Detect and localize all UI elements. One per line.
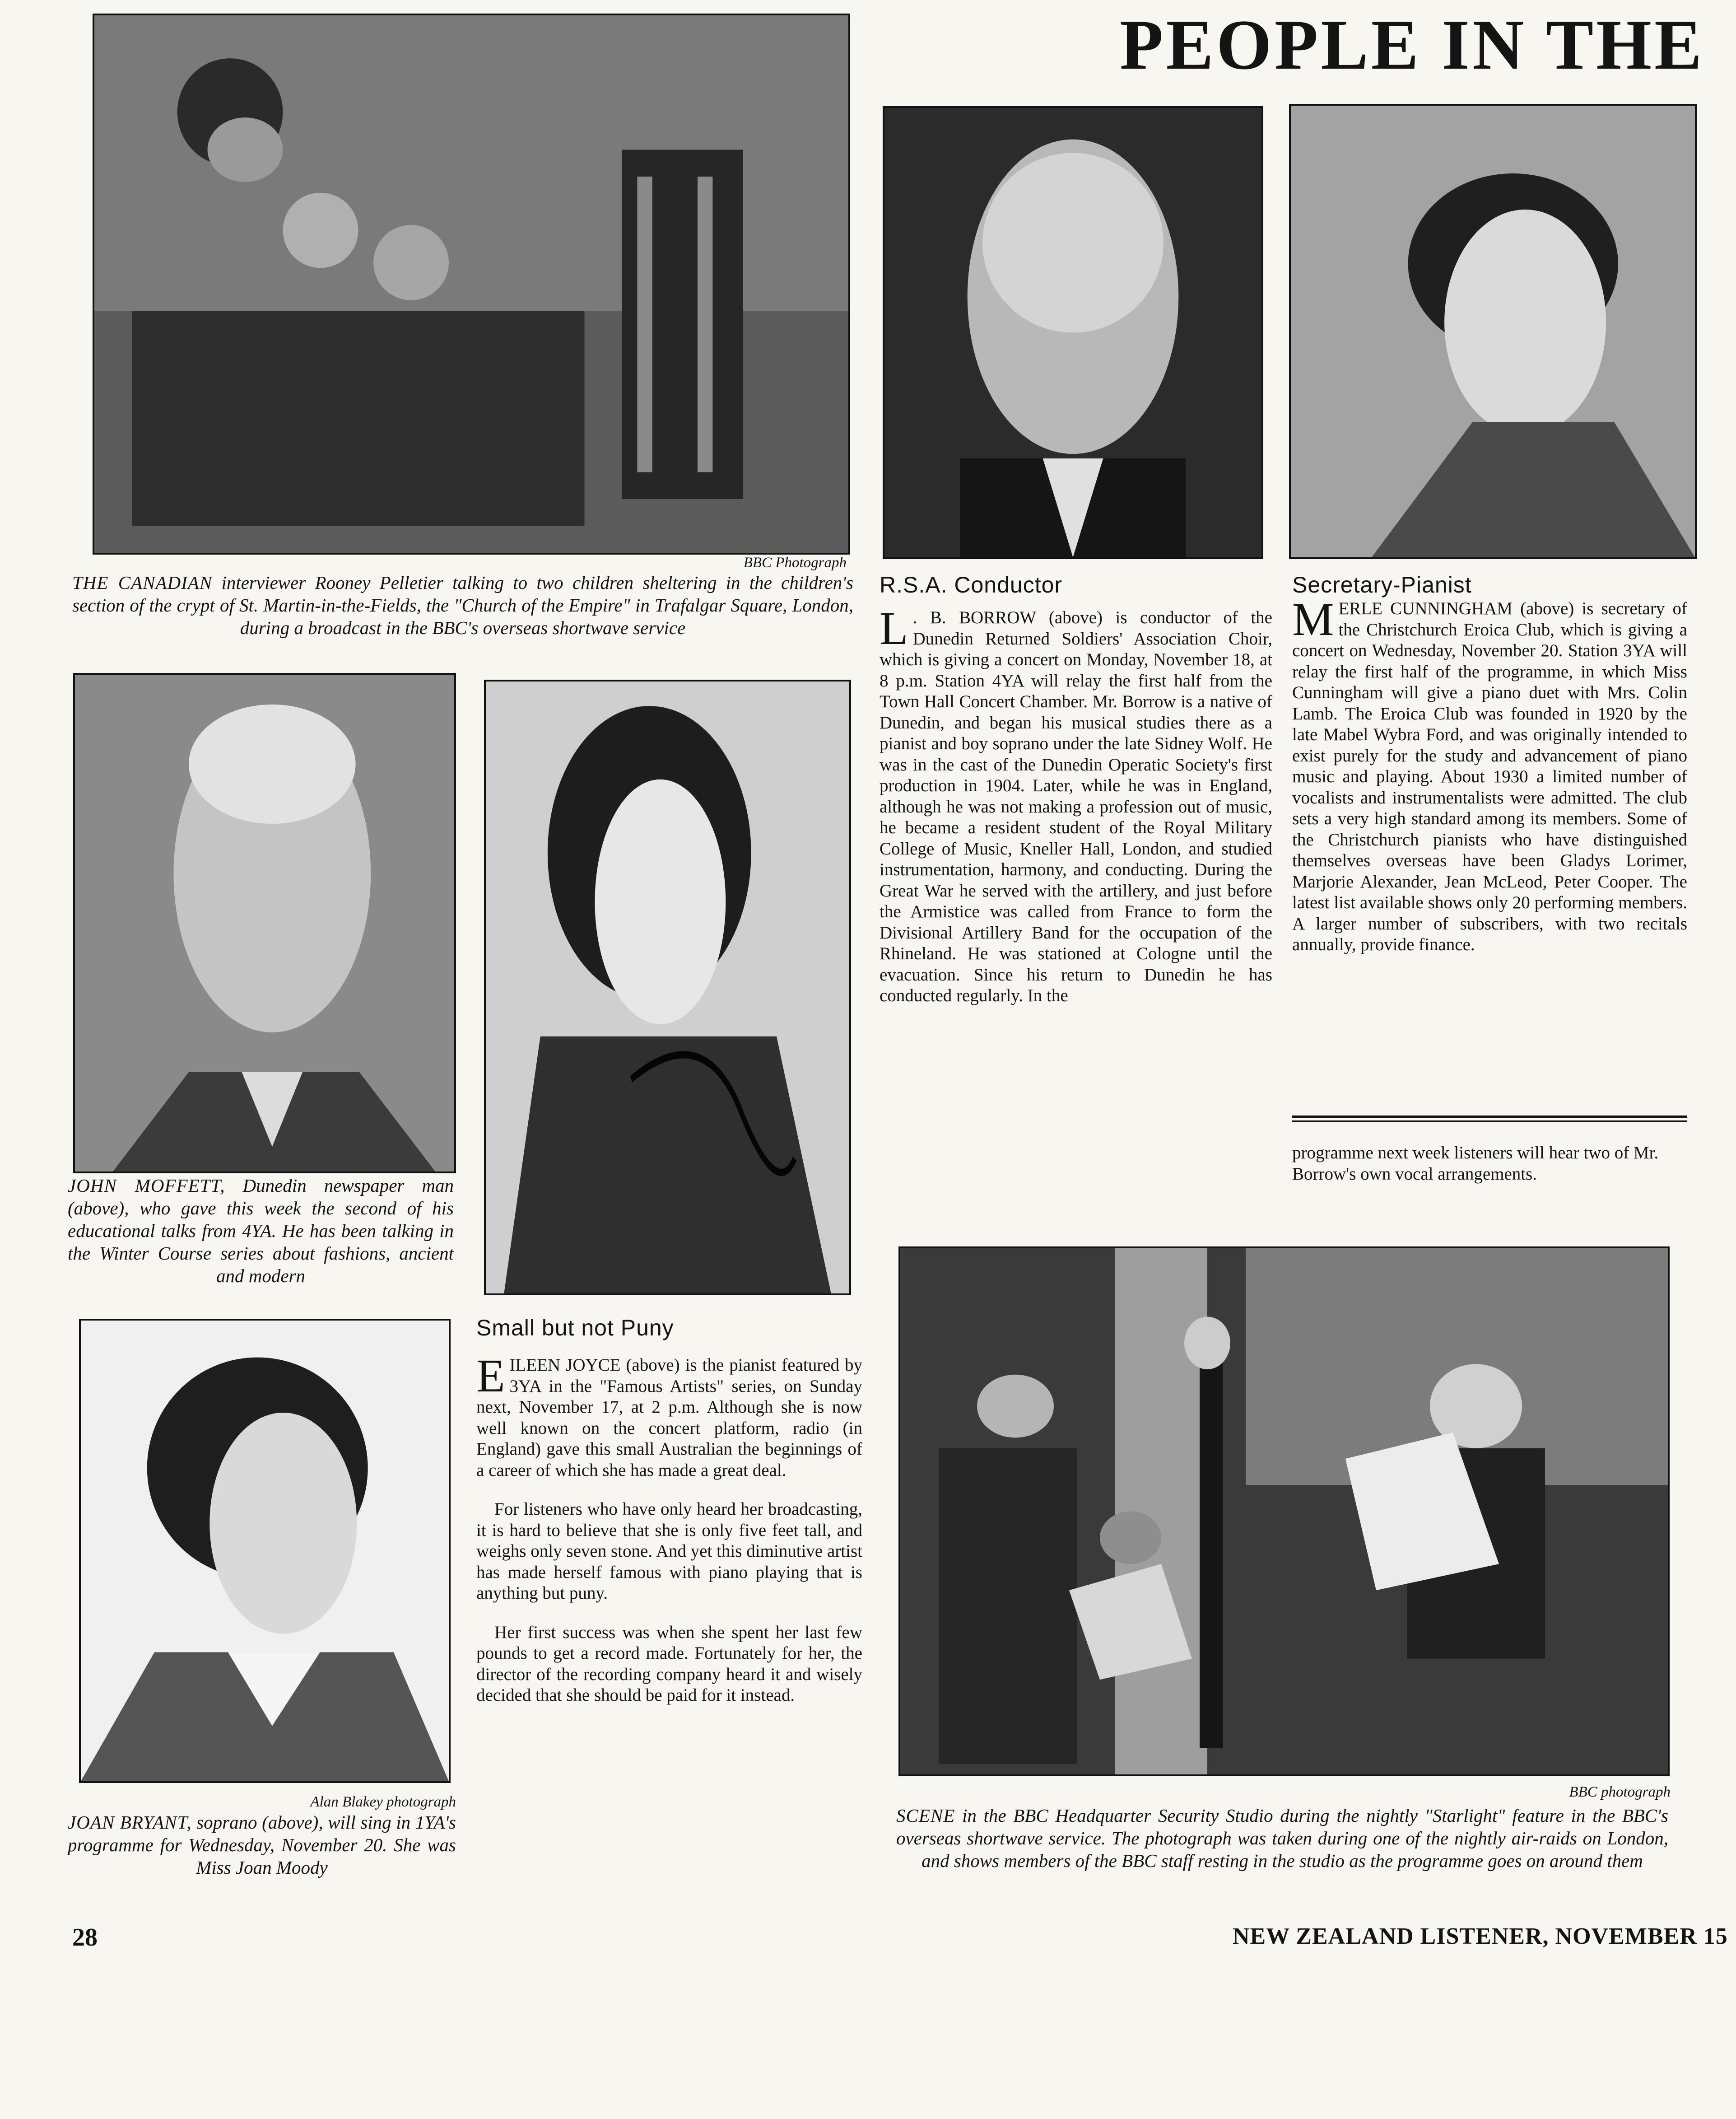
borrow-article xyxy=(880,602,1272,1007)
studio-photo-credit: BBC photograph xyxy=(1569,1784,1671,1800)
canadian-caption-lead: THE CANADIAN xyxy=(72,572,213,593)
joyce-drop-cap: E xyxy=(476,1350,505,1402)
borrow-body: . B. BORROW (above) is conductor of the Dunedin Returned Soldiers' Association Choir, which is giving a concert on Monday, November 18, at 8 p.m. Station 4YA will relay the first half from the Town Hall Concert Chamber. Mr. Borrow is a native of Dunedin, and began his musical studies there as a pianist and boy soprano under the late Sidney Wolf. He was in the cast of the Dunedin Operatic Society's first production in 1904. Later, while he was in England, although he was not making a profession out of music, he became a resident student of the Royal Military College of Music, Kneller Hall, London, and studied instrumentation, harmony, and conducting. During the Great War he served with the artillery, and just before the Armistice was called from France to form the Divisional Artillery Band for the occupation of the Rhineland. He was stationed at Cologne until the evacuation. Since his return to Dunedin he has conducted regularly. In the xyxy=(880,608,1272,1005)
canadian-photo-credit: BBC Photograph xyxy=(743,555,847,571)
canadian-interview-photo xyxy=(93,14,850,555)
bryant-caption-lead: JOAN BRYANT, xyxy=(68,1812,192,1833)
cunningham-drop-cap: M xyxy=(1292,593,1334,645)
borrow-continuation-text: programme next week listeners will hear two of Mr. Borrow's own vocal arrangements. xyxy=(1292,1143,1659,1184)
joyce-body-p3: Her first success was when she spent her last few pounds to get a record made. Fortunately for her, the director of the recording company heard it and wisely decided that she should be paid for it instead. xyxy=(476,1622,862,1705)
cunningham-portrait-photo xyxy=(1289,104,1697,559)
moffett-caption xyxy=(68,1174,454,1287)
cunningham-body: ERLE CUNNINGHAM (above) is secretary of the Christchurch Eroica Club, which is giving a concert on Wednesday, November 20. Station 3YA will relay the first half of the programme, in which Miss Cunningham will give a piano duet with Mrs. Colin Lamb. The Eroica Club was founded in 1920 by the late Mabel Wybra Ford, and was originally intended to exist purely for the study and advancement of piano music and playing. About 1930 a limited number of vocalists and instrumentalists were admitted. The club sets a very high standard among its members. Some of the Christchurch pianists who have distinguished themselves overseas have been Gladys Lorimer, Marjorie Alexander, Jean McLeod, Peter Cooper. The latest list available shows only 20 performing members. A larger number of subscribers, with two recitals annually, provide finance. xyxy=(1292,599,1687,954)
cunningham-article xyxy=(1292,593,1687,956)
joyce-body-p2: For listeners who have only heard her broadcasting, it is hard to believe that she is only five feet tall, and weighs only seven stone. And yet this diminutive artist has made herself famous with piano playing that is anything but puny. xyxy=(476,1499,862,1603)
bryant-caption xyxy=(68,1811,456,1879)
borrow-heading: R.S.A. Conductor xyxy=(880,572,1063,597)
cunningham-heading: Secretary-Pianist xyxy=(1292,572,1472,597)
studio-scene-photo xyxy=(898,1246,1670,1776)
joyce-portrait-photo xyxy=(484,680,851,1295)
masthead-footer: NEW ZEALAND LISTENER, NOVEMBER 15 xyxy=(1233,1923,1728,1949)
bryant-portrait-photo xyxy=(79,1319,451,1783)
borrow-portrait-photo xyxy=(883,106,1263,559)
page-title: PEOPLE IN THE xyxy=(1120,5,1705,84)
bryant-caption-text: soprano (above), will sing in 1YA's programme for Wednesday, November 20. She was Miss Joan Moody xyxy=(68,1812,456,1878)
studio-caption-text: in the BBC Headquarter Security Studio during the nightly "Starlight" feature in the BBC's overseas shortwave service. The photograph was taken during one of the nightly air-raids on London, and shows members of the BBC staff resting in the studio as the programme goes on around them xyxy=(896,1805,1668,1871)
moffett-caption-text: Dunedin newspaper man (above), who gave this week the second of his educational talks from 4YA. He has been talking in the Winter Course series about fashions, ancient and modern xyxy=(68,1175,454,1286)
borrow-continuation xyxy=(1292,1143,1687,1185)
moffett-caption-lead: JOHN MOFFETT, xyxy=(68,1175,225,1196)
canadian-caption-text: interviewer Rooney Pelletier talking to two children sheltering in the children's section of the crypt of St. Martin-in-the-Fields, the "Church of the Empire" in Trafalgar Square, London, during a broadcast in the BBC's overseas shortwave service xyxy=(72,572,853,638)
studio-caption-lead: SCENE xyxy=(896,1805,955,1826)
joyce-heading: Small but not Puny xyxy=(476,1315,674,1340)
studio-caption xyxy=(896,1804,1668,1872)
column-divider-rule xyxy=(1292,1116,1687,1122)
joyce-body-p1: ILEEN JOYCE (above) is the pianist featured by 3YA in the "Famous Artists" series, on Sunday next, November 17, at 2 p.m. Although she is now well known on the concert platform, radio (in England) gave this small Australian the beginnings of a career of which she has made a great deal. xyxy=(476,1355,862,1480)
canadian-caption xyxy=(72,571,853,639)
moffett-portrait-photo xyxy=(73,673,456,1173)
joyce-article xyxy=(476,1350,862,1706)
borrow-drop-cap: L xyxy=(880,602,908,654)
page-number: 28 xyxy=(72,1923,98,1951)
bryant-photo-credit: Alan Blakey photograph xyxy=(310,1794,456,1810)
